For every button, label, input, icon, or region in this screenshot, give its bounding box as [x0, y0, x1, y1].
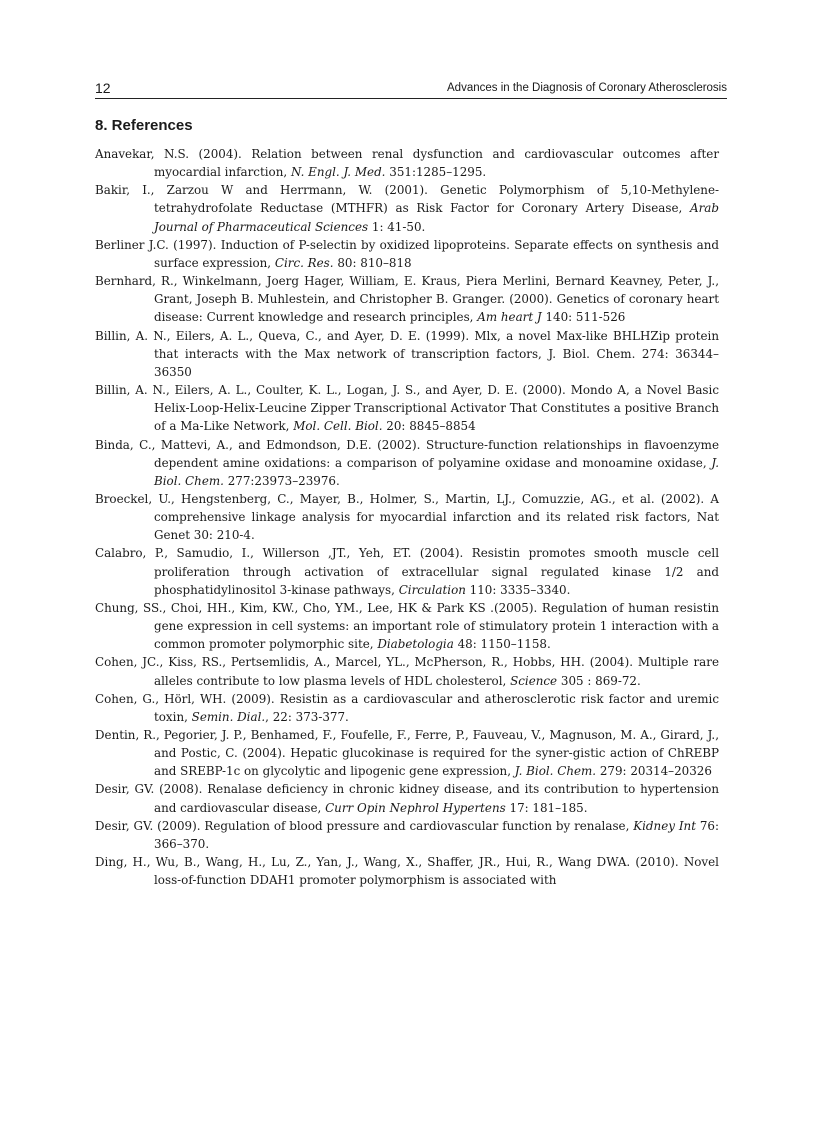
reference-text: Anavekar, N.S. (2004). Relation between renal dysfunction and cardiovascular outcomes after myocardial infarction, — [95, 147, 719, 180]
reference-citation: 76: 366–370. — [154, 818, 720, 851]
reference-citation: 20: 8845–8854 — [382, 419, 476, 434]
reference-text: Billin, A. N., Eilers, A. L., Coulter, K. L., Logan, J. S., and Ayer, D. E. (2000). Mondo A, a Novel Basic Helix-Loop-Helix-Leucine Zipper Transcriptional Activator That Constitutes a positive Branch of a Ma-Like Network, — [95, 383, 719, 434]
reference-citation: , 22: 373-377. — [265, 709, 349, 724]
reference-citation: 140: 511-526 — [541, 310, 626, 325]
reference-entry — [95, 544, 719, 598]
reference-journal: Semin. Dial. — [191, 709, 266, 724]
reference-entry — [95, 145, 719, 181]
reference-text: Calabro, P., Samudio, I., Willerson ,JT., Yeh, ET. (2004). Resistin promotes smooth muscle cell proliferation through activation of extracellular signal regulated kinase 1/2 and phosphatidylinositol 3-kinase pathways, — [95, 546, 719, 597]
reference-entry — [95, 599, 719, 653]
reference-text: Desir, GV. (2008). Renalase deficiency in chronic kidney disease, and its contribution to hypertension and cardiovascular disease, — [95, 782, 719, 815]
reference-journal: J. Biol. Chem. — [514, 764, 597, 779]
reference-citation: 80: 810–818 — [333, 255, 412, 270]
reference-text: Binda, C., Mattevi, A., and Edmondson, D.E. (2002). Structure-function relationships in flavoenzyme dependent amine oxidations: a comparison of polyamine oxidase and monoamine oxidase, — [95, 437, 719, 470]
reference-text: Dentin, R., Pegorier, J. P., Benhamed, F., Foufelle, F., Ferre, P., Fauveau, V., Magnuson, M. A., Girard, J., and Postic, C. (2004). Hepatic glucokinase is required for the syner-gistic action of ChREBP and SREBP-1c on glycolytic and lipogenic gene expression, — [95, 728, 719, 779]
reference-list — [95, 145, 719, 889]
reference-entry — [95, 853, 719, 889]
reference-journal: Mol. Cell. Biol. — [293, 419, 383, 434]
page-number: 12 — [95, 80, 111, 96]
reference-journal: Circ. Res. — [274, 255, 334, 270]
reference-entry — [95, 181, 719, 235]
section-title: 8. References — [95, 117, 193, 134]
reference-citation: 17: 181–185. — [505, 800, 588, 815]
reference-entry — [95, 327, 719, 381]
reference-journal: J. Biol. Chem. — [154, 455, 719, 488]
reference-entry — [95, 726, 719, 780]
reference-citation: 48: 1150–1158. — [453, 637, 551, 652]
reference-text: Billin, A. N., Eilers, A. L., Queva, C., and Ayer, D. E. (1999). Mlx, a novel Max-like BHLHZip protein that interacts with the Max network of transcription factors, J. Biol. Chem. 274: 36344–36350 — [95, 328, 719, 379]
reference-text: Bernhard, R., Winkelmann, Joerg Hager, William, E. Kraus, Piera Merlini, Bernard Keavney, Peter, J., Grant, Joseph B. Muhlestein, and Christopher B. Granger. (2000). Genetics of coronary heart disease: Current knowledge and research principles, — [95, 274, 719, 325]
running-title: Advances in the Diagnosis of Coronary Atherosclerosis — [447, 82, 727, 94]
reference-journal: Kidney Int — [633, 818, 696, 833]
reference-text: Berliner J.C. (1997). Induction of P-selectin by oxidized lipoproteins. Separate effects on synthesis and surface expression, — [95, 237, 719, 270]
reference-entry — [95, 490, 719, 544]
reference-entry — [95, 690, 719, 726]
reference-text: Chung, SS., Choi, HH., Kim, KW., Cho, YM., Lee, HK & Park KS .(2005). Regulation of human resistin gene expression in cell systems: an important role of stimulatory protein 1 interaction with a common promoter polymorphic site, — [95, 600, 719, 652]
reference-citation: 305 : 869-72. — [557, 673, 641, 688]
reference-journal: Science — [510, 673, 558, 688]
reference-text: Broeckel, U., Hengstenberg, C., Mayer, B., Holmer, S., Martin, LJ., Comuzzie, AG., et al. (2002). A comprehensive linkage analysis for myocardial infarction and its related risk factors, Nat Genet 30: 210-4. — [95, 491, 719, 543]
reference-text: Ding, H., Wu, B., Wang, H., Lu, Z., Yan, J., Wang, X., Shaffer, JR., Hui, R., Wang DWA. (2010). Novel loss-of-function DDAH1 promoter polymorphism is associated with — [95, 855, 719, 888]
reference-journal: N. Engl. J. Med. — [290, 165, 386, 180]
reference-journal: Arab Journal of Pharmaceutical Sciences — [154, 201, 719, 234]
reference-entry — [95, 436, 719, 490]
reference-journal: Curr Opin Nephrol Hypertens — [325, 800, 506, 815]
reference-citation: 110: 3335–3340. — [465, 582, 571, 597]
reference-journal: Circulation — [398, 582, 466, 597]
reference-citation: 1: 41-50. — [368, 219, 426, 234]
page-header — [95, 80, 727, 99]
reference-entry — [95, 272, 719, 326]
reference-entry — [95, 236, 719, 272]
reference-text: Cohen, JC., Kiss, RS., Pertsemlidis, A., Marcel, YL., McPherson, R., Hobbs, HH. (2004). Multiple rare alleles contribute to low plasma levels of HDL cholesterol, — [95, 655, 719, 688]
reference-text: Desir, GV. (2009). Regulation of blood pressure and cardiovascular function by renalase, — [95, 818, 634, 833]
reference-entry — [95, 817, 719, 853]
reference-journal: Diabetologia — [377, 637, 454, 652]
reference-text: Cohen, G., Hörl, WH. (2009). Resistin as a cardiovascular and atherosclerotic risk factor and uremic toxin, — [95, 691, 719, 724]
reference-text: Bakir, I., Zarzou W and Herrmann, W. (2001). Genetic Polymorphism of 5,10-Methylene-tetrahydrofolate Reductase (MTHFR) as Risk Factor for Coronary Artery Disease, — [95, 183, 719, 216]
reference-entry — [95, 653, 719, 689]
reference-entry — [95, 381, 719, 435]
reference-journal: Am heart J — [477, 310, 542, 325]
reference-citation: 351:1285–1295. — [385, 165, 487, 180]
reference-citation: 277:23973–23976. — [223, 473, 340, 488]
reference-entry — [95, 780, 719, 816]
reference-citation: 279: 20314–20326 — [596, 764, 712, 779]
